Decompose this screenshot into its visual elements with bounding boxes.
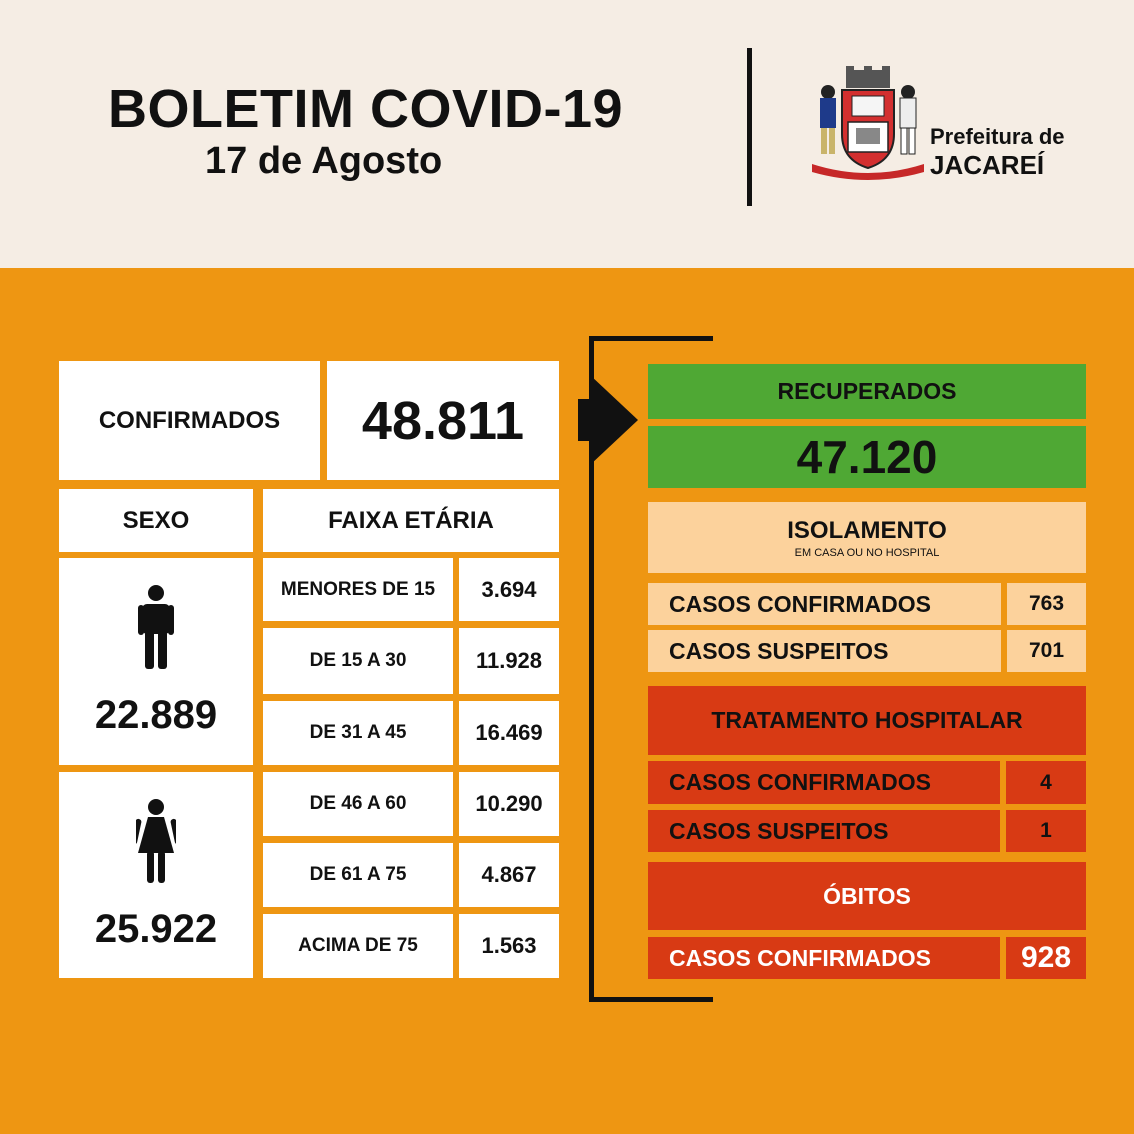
age-row-value: 4.867 [459,843,559,907]
age-row-value: 16.469 [459,701,559,765]
age-row-value: 10.290 [459,772,559,836]
age-row-label: MENORES DE 15 [263,558,453,621]
recuperados-label: RECUPERADOS [648,364,1086,419]
age-row-label: DE 46 A 60 [263,772,453,836]
isolamento-sublabel: EM CASA OU NO HOSPITAL [794,546,940,559]
isolamento-row-label: CASOS CONFIRMADOS [648,583,1001,625]
isolamento-row-label: CASOS SUSPEITOS [648,630,1001,672]
tratamento-row-value: 1 [1006,810,1086,852]
city-crest-logo [808,64,928,182]
faixa-etaria-header: FAIXA ETÁRIA [263,489,559,552]
tratamento-row-label: CASOS CONFIRMADOS [648,761,1000,804]
age-row-label: DE 61 A 75 [263,843,453,907]
female-person-icon [136,799,176,883]
logo-text-city: JACAREÍ [930,150,1045,180]
isolamento-header [648,502,1086,573]
isolamento-row-value: 701 [1007,630,1086,672]
recuperados-value: 47.120 [648,426,1086,488]
sexo-male-card [59,558,253,765]
confirmados-label: CONFIRMADOS [59,361,320,480]
header-divider [747,48,752,206]
confirmados-value: 48.811 [327,361,559,480]
age-row-value: 1.563 [459,914,559,978]
tratamento-label: TRATAMENTO HOSPITALAR [648,686,1086,755]
age-row-value: 11.928 [459,628,559,694]
age-row-label: DE 15 A 30 [263,628,453,694]
age-row-label: DE 31 A 45 [263,701,453,765]
bracket-line [589,336,713,341]
arrow-right-icon [578,375,638,465]
page-title: BOLETIM COVID-19 [108,79,624,139]
bulletin-date: 17 de Agosto [205,140,443,182]
tratamento-row-value: 4 [1006,761,1086,804]
sexo-header: SEXO [59,489,253,552]
obitos-row-label: CASOS CONFIRMADOS [648,937,1000,979]
isolamento-label: ISOLAMENTO [787,516,947,544]
logo-text-prefeitura: Prefeitura de [930,124,1065,149]
male-person-icon [138,585,174,669]
age-row-label: ACIMA DE 75 [263,914,453,978]
tratamento-row-label: CASOS SUSPEITOS [648,810,1000,852]
obitos-label: ÓBITOS [648,862,1086,930]
male-count: 22.889 [94,693,218,737]
isolamento-row-value: 763 [1007,583,1086,625]
bracket-line [589,997,713,1002]
sexo-female-card [59,772,253,978]
obitos-row-value: 928 [1006,937,1086,979]
age-row-value: 3.694 [459,558,559,621]
female-count: 25.922 [94,906,218,951]
